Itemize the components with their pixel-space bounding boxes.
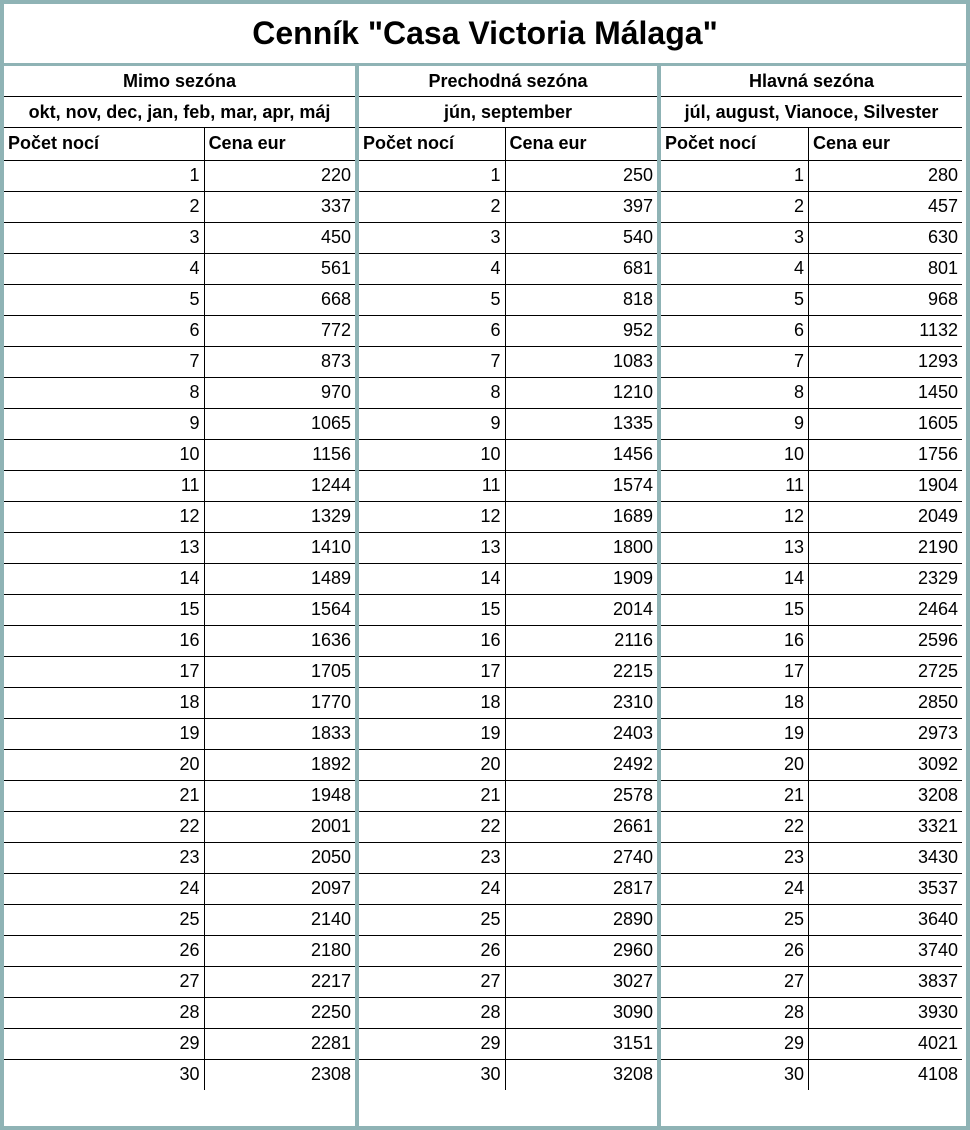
column-header-price: Cena eur [808,128,962,160]
nights-cell: 30 [661,1059,808,1090]
price-cell: 1456 [505,439,657,470]
table-row [359,563,657,594]
table-row [661,687,962,718]
nights-cell: 14 [4,563,204,594]
table-row [661,935,962,966]
nights-cell: 11 [359,470,505,501]
table-row [4,997,355,1028]
table-row [661,904,962,935]
table-row [4,687,355,718]
nights-cell: 3 [359,222,505,253]
table-row [661,470,962,501]
table-row [359,873,657,904]
table-row [661,563,962,594]
price-cell: 1564 [204,594,355,625]
table-row [359,315,657,346]
price-rows [4,160,355,1090]
price-cell: 3930 [808,997,962,1028]
price-cell: 2116 [505,625,657,656]
table-row [4,842,355,873]
table-row [4,377,355,408]
price-cell: 1948 [204,780,355,811]
nights-cell: 1 [4,160,204,191]
table-row [4,935,355,966]
table-row [359,439,657,470]
table-row [4,191,355,222]
price-table [4,128,355,1090]
table-row [661,842,962,873]
seasons-container [4,66,966,1126]
table-row [661,315,962,346]
nights-cell: 2 [4,191,204,222]
price-cell: 2960 [505,935,657,966]
price-cell: 1833 [204,718,355,749]
nights-cell: 13 [4,532,204,563]
price-cell: 2001 [204,811,355,842]
price-cell: 2661 [505,811,657,842]
nights-cell: 10 [661,439,808,470]
nights-cell: 8 [661,377,808,408]
price-cell: 450 [204,222,355,253]
price-cell: 801 [808,253,962,284]
table-row [661,749,962,780]
column-header-nights: Počet nocí [359,128,505,160]
price-cell: 1892 [204,749,355,780]
price-cell: 2725 [808,656,962,687]
price-cell: 1605 [808,408,962,439]
table-row [4,811,355,842]
table-row [661,625,962,656]
page-title: Cenník "Casa Victoria Málaga" [4,4,966,66]
price-cell: 3090 [505,997,657,1028]
nights-cell: 29 [359,1028,505,1059]
table-row [359,966,657,997]
price-cell: 1909 [505,563,657,594]
price-cell: 2140 [204,904,355,935]
nights-cell: 6 [4,315,204,346]
nights-cell: 26 [661,935,808,966]
price-table [359,128,657,1090]
nights-cell: 16 [661,625,808,656]
price-cell: 2403 [505,718,657,749]
price-cell: 2014 [505,594,657,625]
table-row [359,780,657,811]
price-cell: 1800 [505,532,657,563]
table-row [661,1028,962,1059]
nights-cell: 20 [661,749,808,780]
nights-cell: 14 [661,563,808,594]
season-main [657,66,962,1126]
table-row [4,718,355,749]
price-cell: 2578 [505,780,657,811]
table-header-row [661,128,962,160]
table-row [4,470,355,501]
nights-cell: 13 [359,532,505,563]
price-cell: 1329 [204,501,355,532]
nights-cell: 19 [359,718,505,749]
table-row [4,1028,355,1059]
nights-cell: 23 [4,842,204,873]
nights-cell: 28 [4,997,204,1028]
price-cell: 1156 [204,439,355,470]
price-cell: 3151 [505,1028,657,1059]
nights-cell: 23 [359,842,505,873]
table-row [359,160,657,191]
nights-cell: 25 [4,904,204,935]
table-row [661,253,962,284]
price-cell: 630 [808,222,962,253]
price-cell: 250 [505,160,657,191]
price-cell: 1904 [808,470,962,501]
price-cell: 2492 [505,749,657,780]
table-row [359,346,657,377]
table-row [359,904,657,935]
table-row [661,377,962,408]
table-row [661,160,962,191]
price-cell: 2050 [204,842,355,873]
nights-cell: 11 [4,470,204,501]
nights-cell: 12 [359,501,505,532]
table-row [359,625,657,656]
table-row [4,408,355,439]
table-row [359,687,657,718]
table-row [359,594,657,625]
price-cell: 1410 [204,532,355,563]
table-row [661,346,962,377]
table-row [359,656,657,687]
price-table [661,128,962,1090]
nights-cell: 9 [4,408,204,439]
nights-cell: 10 [359,439,505,470]
nights-cell: 27 [4,966,204,997]
price-cell: 3640 [808,904,962,935]
nights-cell: 18 [359,687,505,718]
price-cell: 873 [204,346,355,377]
nights-cell: 6 [359,315,505,346]
price-cell: 818 [505,284,657,315]
nights-cell: 19 [4,718,204,749]
price-cell: 3208 [808,780,962,811]
nights-cell: 27 [359,966,505,997]
table-row [4,222,355,253]
nights-cell: 1 [661,160,808,191]
price-cell: 2190 [808,532,962,563]
table-row [359,501,657,532]
table-row [359,811,657,842]
table-row [4,315,355,346]
nights-cell: 27 [661,966,808,997]
price-cell: 1756 [808,439,962,470]
price-cell: 2464 [808,594,962,625]
nights-cell: 3 [4,222,204,253]
table-row [661,439,962,470]
price-cell: 1450 [808,377,962,408]
table-row [661,191,962,222]
nights-cell: 15 [661,594,808,625]
price-cell: 1293 [808,346,962,377]
price-cell: 3092 [808,749,962,780]
nights-cell: 4 [359,253,505,284]
price-cell: 772 [204,315,355,346]
price-cell: 561 [204,253,355,284]
price-cell: 968 [808,284,962,315]
season-name: Prechodná sezóna [359,66,657,97]
table-row [4,873,355,904]
price-cell: 3430 [808,842,962,873]
price-cell: 280 [808,160,962,191]
table-row [4,439,355,470]
nights-cell: 9 [359,408,505,439]
nights-cell: 2 [661,191,808,222]
price-cell: 3537 [808,873,962,904]
price-cell: 3321 [808,811,962,842]
price-cell: 1574 [505,470,657,501]
price-cell: 668 [204,284,355,315]
table-row [359,749,657,780]
season-transition [355,66,657,1126]
table-row [4,1059,355,1090]
table-row [4,749,355,780]
nights-cell: 26 [359,935,505,966]
nights-cell: 7 [661,346,808,377]
table-row [661,222,962,253]
price-cell: 2250 [204,997,355,1028]
nights-cell: 5 [4,284,204,315]
nights-cell: 30 [359,1059,505,1090]
table-row [359,284,657,315]
nights-cell: 17 [359,656,505,687]
table-row [661,780,962,811]
table-row [359,470,657,501]
nights-cell: 25 [359,904,505,935]
nights-cell: 2 [359,191,505,222]
price-cell: 952 [505,315,657,346]
column-header-price: Cena eur [505,128,657,160]
season-months: júl, august, Vianoce, Silvester [661,97,962,128]
price-cell: 2180 [204,935,355,966]
price-cell: 2973 [808,718,962,749]
price-cell: 2308 [310,1064,351,1085]
nights-cell: 10 [4,439,204,470]
price-cell: 2097 [204,873,355,904]
nights-cell: 22 [4,811,204,842]
price-cell: 2215 [505,656,657,687]
price-cell: 2850 [808,687,962,718]
price-rows [359,160,657,1090]
table-row [4,656,355,687]
table-row [661,594,962,625]
nights-cell: 12 [661,501,808,532]
table-row [4,966,355,997]
table-row [4,563,355,594]
price-cell: 2310 [505,687,657,718]
nights-cell: 21 [4,780,204,811]
nights-cell: 19 [661,718,808,749]
nights-cell: 7 [359,346,505,377]
table-row [661,501,962,532]
nights-cell: 28 [661,997,808,1028]
column-header-nights: Počet nocí [661,128,808,160]
table-row [359,1059,657,1090]
nights-cell: 28 [359,997,505,1028]
nights-cell: 18 [661,687,808,718]
nights-cell: 24 [4,873,204,904]
table-row [661,408,962,439]
price-cell: 2890 [505,904,657,935]
price-cell: 1065 [204,408,355,439]
nights-cell: 18 [4,687,204,718]
nights-cell: 14 [359,563,505,594]
nights-cell: 6 [661,315,808,346]
nights-cell: 4 [4,253,204,284]
table-row [661,1059,962,1090]
nights-cell: 16 [359,625,505,656]
table-header-row [359,128,657,160]
nights-cell: 22 [661,811,808,842]
price-cell: 970 [204,377,355,408]
price-cell: 1770 [204,687,355,718]
table-row [4,284,355,315]
price-cell: 2281 [204,1028,355,1059]
nights-cell: 5 [661,284,808,315]
nights-cell: 26 [4,935,204,966]
table-row [359,935,657,966]
table-row [661,532,962,563]
price-rows [661,160,962,1090]
price-cell: 2049 [808,501,962,532]
table-row [661,811,962,842]
price-cell: 3208 [612,1064,653,1085]
nights-cell: 30 [4,1059,204,1090]
table-row [359,1028,657,1059]
price-cell: 4108 [917,1064,958,1085]
price-cell: 540 [505,222,657,253]
price-cell: 3027 [505,966,657,997]
price-cell: 1705 [204,656,355,687]
nights-cell: 23 [661,842,808,873]
table-row [661,873,962,904]
nights-cell: 15 [4,594,204,625]
price-cell: 2740 [505,842,657,873]
nights-cell: 5 [359,284,505,315]
table-row [661,656,962,687]
price-cell: 4021 [808,1028,962,1059]
nights-cell: 7 [4,346,204,377]
table-row [4,532,355,563]
nights-cell: 25 [661,904,808,935]
table-row [4,346,355,377]
table-row [661,284,962,315]
nights-cell: 1 [359,160,505,191]
table-row [661,997,962,1028]
nights-cell: 4 [661,253,808,284]
table-row [359,532,657,563]
price-cell: 2817 [505,873,657,904]
nights-cell: 3 [661,222,808,253]
table-row [359,253,657,284]
table-row [359,377,657,408]
price-cell: 1244 [204,470,355,501]
nights-cell: 17 [4,656,204,687]
nights-cell: 20 [359,749,505,780]
table-row [4,594,355,625]
price-cell: 3837 [808,966,962,997]
price-cell: 2217 [204,966,355,997]
nights-cell: 29 [4,1028,204,1059]
price-cell: 1132 [808,315,962,346]
nights-cell: 22 [359,811,505,842]
nights-cell: 13 [661,532,808,563]
column-header-nights: Počet nocí [4,128,204,160]
table-row [359,718,657,749]
table-row [4,160,355,191]
season-months: okt, nov, dec, jan, feb, mar, apr, máj [4,97,355,128]
nights-cell: 12 [4,501,204,532]
nights-cell: 15 [359,594,505,625]
nights-cell: 24 [661,873,808,904]
nights-cell: 21 [661,780,808,811]
column-header-price: Cena eur [204,128,355,160]
table-row [4,904,355,935]
price-cell: 3740 [808,935,962,966]
table-row [4,253,355,284]
nights-cell: 11 [661,470,808,501]
price-cell: 2329 [808,563,962,594]
season-off [4,66,355,1126]
season-name: Mimo sezóna [4,66,355,97]
price-cell: 1083 [505,346,657,377]
price-cell: 681 [505,253,657,284]
price-cell: 337 [204,191,355,222]
season-name: Hlavná sezóna [661,66,962,97]
nights-cell: 20 [4,749,204,780]
nights-cell: 29 [661,1028,808,1059]
table-row [4,501,355,532]
price-cell: 220 [204,160,355,191]
nights-cell: 9 [661,408,808,439]
price-cell: 1636 [204,625,355,656]
nights-cell: 16 [4,625,204,656]
table-row [661,718,962,749]
table-row [359,408,657,439]
table-row [359,191,657,222]
table-row [359,842,657,873]
price-cell: 2596 [808,625,962,656]
nights-cell: 8 [4,377,204,408]
price-cell: 1335 [505,408,657,439]
price-cell: 397 [505,191,657,222]
nights-cell: 8 [359,377,505,408]
price-cell: 457 [808,191,962,222]
table-row [4,625,355,656]
table-row [359,222,657,253]
nights-cell: 17 [661,656,808,687]
table-row [359,997,657,1028]
price-cell: 1489 [204,563,355,594]
season-months: jún, september [359,97,657,128]
table-row [661,966,962,997]
table-header-row [4,128,355,160]
price-cell: 1210 [505,377,657,408]
price-cell: 1689 [505,501,657,532]
nights-cell: 21 [359,780,505,811]
table-row [4,780,355,811]
nights-cell: 24 [359,873,505,904]
